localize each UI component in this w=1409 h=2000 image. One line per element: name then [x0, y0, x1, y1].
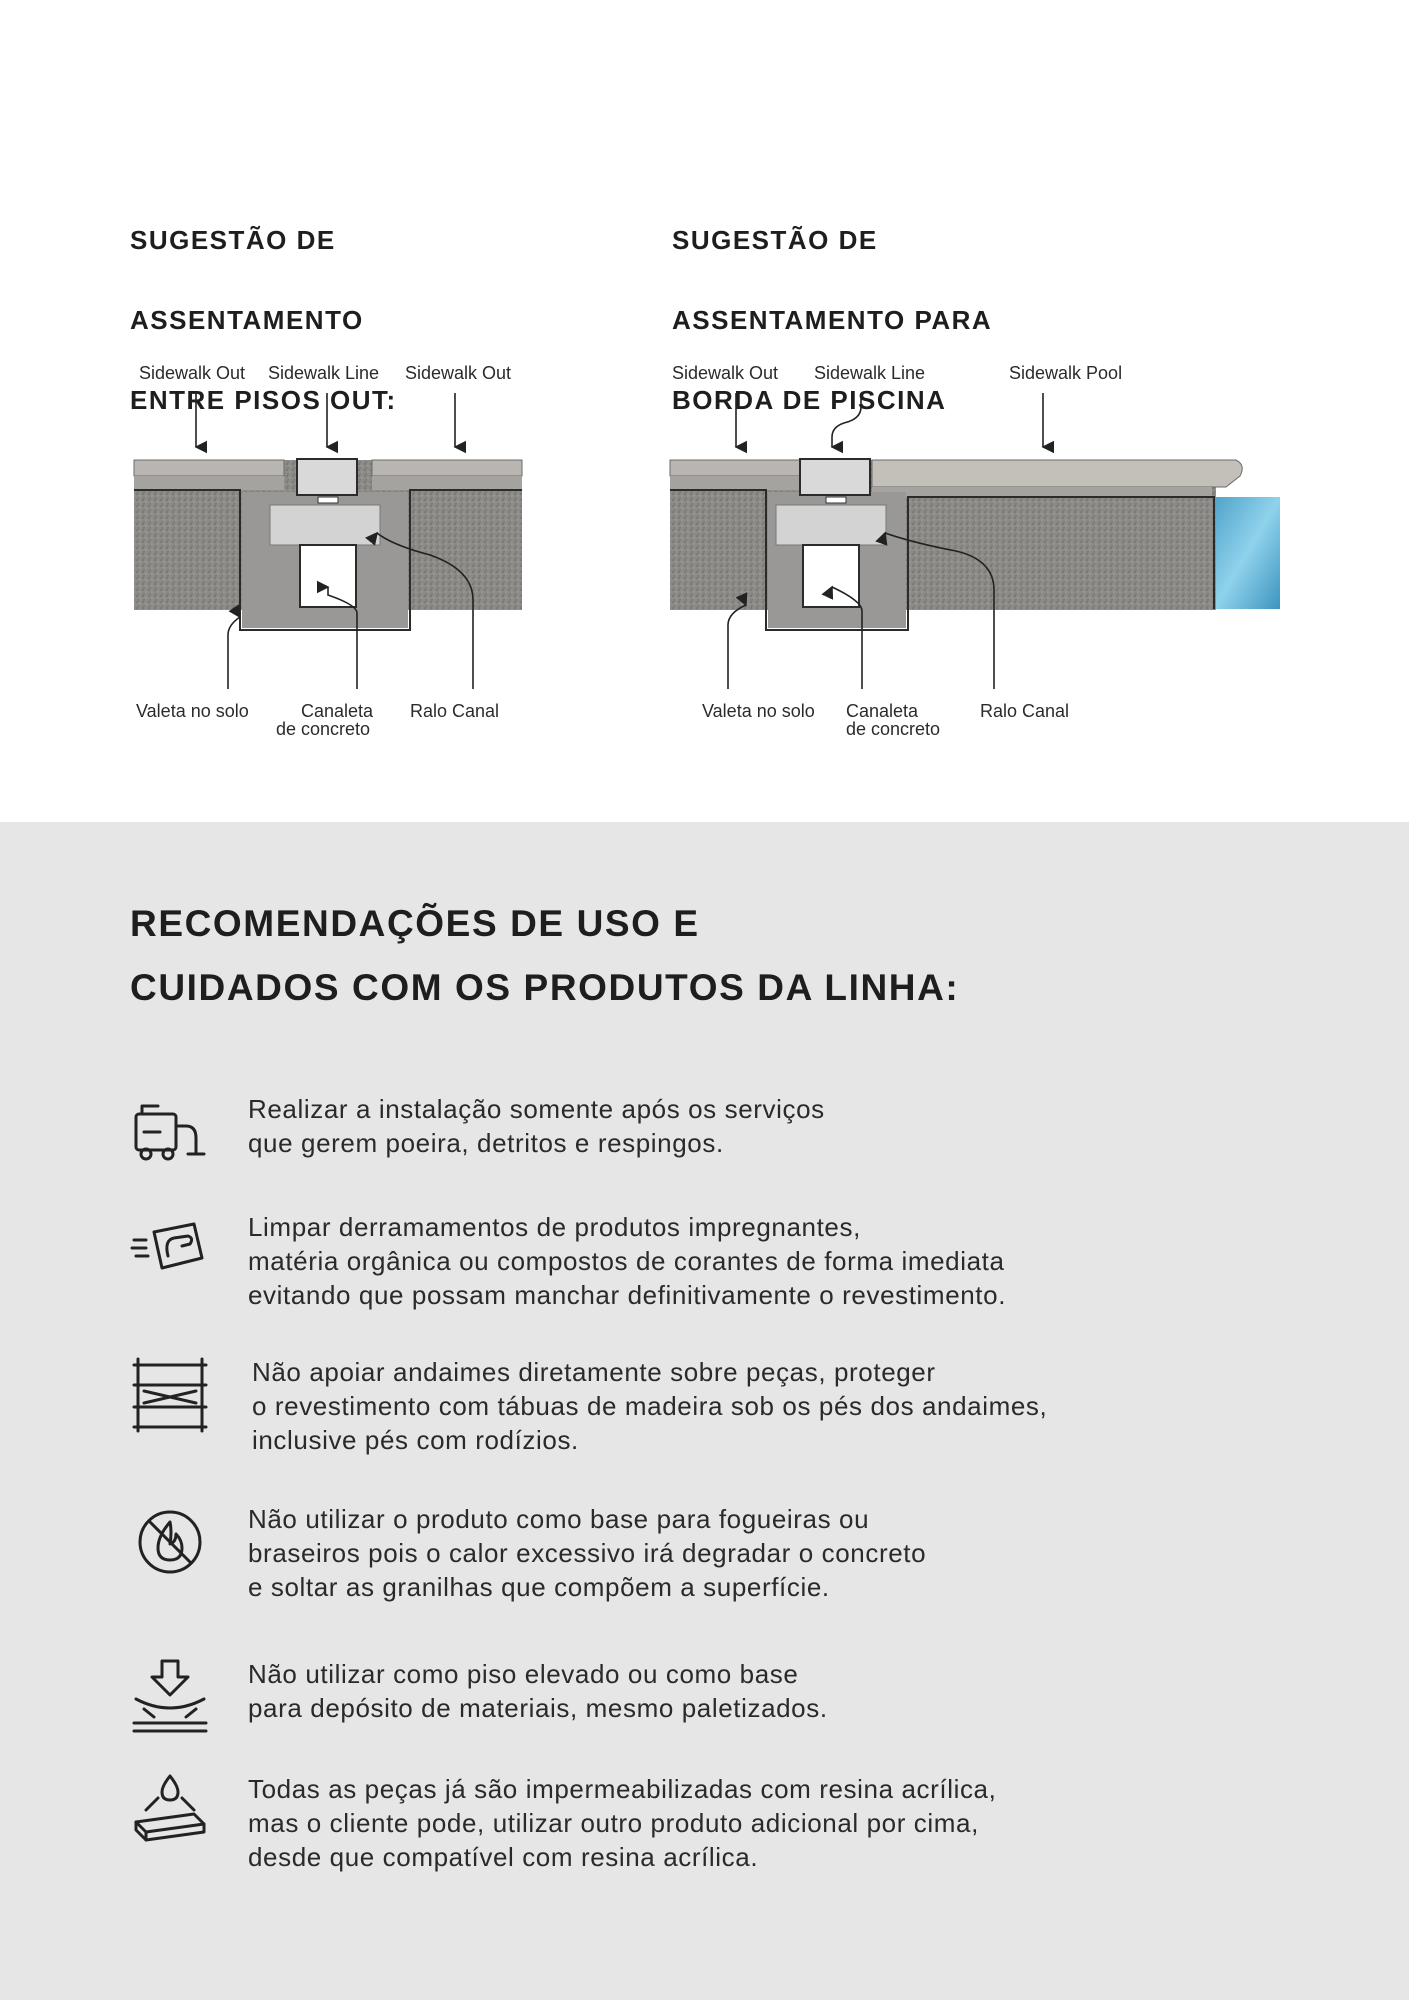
text-line: Não utilizar como piso elevado ou como base	[248, 1659, 799, 1689]
label-sidewalk-line: Sidewalk Line	[814, 363, 926, 383]
recommendation-item	[130, 1772, 1280, 1882]
recommendation-text	[248, 1210, 1006, 1312]
title-line: SUGESTÃO DE	[672, 225, 878, 255]
text-line: Realizar a instalação somente após os serviços	[248, 1094, 825, 1124]
label-sidewalk-pool: Sidewalk Pool	[1009, 363, 1123, 383]
drain-body	[776, 505, 886, 545]
paver-left	[134, 460, 284, 476]
label-canaleta-1: Canaleta	[846, 701, 919, 721]
title-line: ENTRE PISOS OUT:	[130, 385, 397, 415]
text-line: braseiros pois o calor excessivo irá degradar o concreto	[248, 1538, 927, 1568]
drain-channel	[300, 545, 356, 607]
text-line: o revestimento com tábuas de madeira sob os pés dos andaimes,	[252, 1391, 1048, 1421]
recommendation-text	[248, 1657, 828, 1725]
text-line: Limpar derramamentos de produtos impregnantes,	[248, 1212, 861, 1242]
recommendation-text	[248, 1502, 926, 1604]
recommendations-title	[130, 892, 959, 1020]
recommendation-item	[130, 1502, 1280, 1612]
pool-water	[1214, 497, 1280, 609]
title-line: ASSENTAMENTO	[130, 305, 364, 335]
text-line: Não apoiar andaimes diretamente sobre peças, proteger	[252, 1357, 936, 1387]
paver-left	[670, 460, 800, 476]
diagrams-section	[0, 0, 1409, 822]
pool-coping-paver	[872, 460, 1242, 487]
label-ralo: Ralo Canal	[980, 701, 1070, 721]
recommendation-item	[130, 1355, 1280, 1465]
text-line: e soltar as granilhas que compõem a superfície.	[248, 1572, 830, 1602]
mortar-layer	[134, 476, 284, 490]
text-line: evitando que possam manchar definitivamente o revestimento.	[248, 1280, 1007, 1310]
title-line: BORDA DE PISCINA	[672, 385, 947, 415]
label-sidewalk-out-2: Sidewalk Out	[405, 363, 512, 383]
label-valeta: Valeta no solo	[136, 701, 249, 721]
text-line: Todas as peças já são impermeabilizadas com resina acrílica,	[248, 1774, 997, 1804]
scaffold-icon	[130, 1355, 210, 1435]
text-line: que gerem poeira, detritos e respingos.	[248, 1128, 724, 1158]
recommendation-text	[248, 1772, 996, 1874]
label-sidewalk-out: Sidewalk Out	[672, 363, 779, 383]
recommendation-item	[130, 1092, 1280, 1202]
text-line: Não utilizar o produto como base para fogueiras ou	[248, 1504, 870, 1534]
drain-slot	[318, 497, 338, 503]
paver-right	[372, 460, 522, 476]
right-section-diagram	[666, 355, 1286, 745]
drain-body	[270, 505, 380, 545]
drain-grate	[297, 459, 357, 495]
label-valeta: Valeta no solo	[702, 701, 815, 721]
text-line: para depósito de materiais, mesmo paletizados.	[248, 1693, 828, 1723]
text-line: desde que compatível com resina acrílica.	[248, 1842, 759, 1872]
no-fire-icon	[130, 1502, 210, 1582]
label-canaleta-2: de concreto	[846, 719, 941, 739]
recommendation-item	[130, 1657, 1280, 1767]
drain-grate	[800, 459, 870, 495]
title-line: CUIDADOS COM OS PRODUTOS DA LINHA:	[130, 967, 960, 1008]
load-pressure-icon	[130, 1657, 210, 1737]
label-sidewalk-line: Sidewalk Line	[268, 363, 380, 383]
drain-slot	[826, 497, 846, 503]
mortar-layer	[372, 476, 522, 490]
waterproof-resin-icon	[130, 1772, 210, 1852]
label-ralo: Ralo Canal	[410, 701, 500, 721]
recommendation-text	[248, 1092, 825, 1160]
recommendation-text	[252, 1355, 1047, 1457]
mortar-layer	[670, 476, 800, 490]
label-canaleta-2: de concreto	[276, 719, 371, 739]
label-sidewalk-out-1: Sidewalk Out	[139, 363, 246, 383]
title-line: ASSENTAMENTO PARA	[672, 305, 993, 335]
text-line: mas o cliente pode, utilizar outro produto adicional por cima,	[248, 1808, 979, 1838]
wiping-hand-icon	[130, 1210, 210, 1290]
title-line: SUGESTÃO DE	[130, 225, 336, 255]
recommendation-item	[130, 1210, 1280, 1320]
recommendations-section	[0, 822, 1409, 2000]
text-line: matéria orgânica ou compostos de corantes de forma imediata	[248, 1246, 1005, 1276]
text-line: inclusive pés com rodízios.	[252, 1425, 579, 1455]
mortar-layer	[872, 487, 1212, 497]
left-section-diagram	[130, 355, 530, 745]
label-canaleta-1: Canaleta	[301, 701, 374, 721]
cleaning-machine-icon	[130, 1092, 210, 1172]
title-line: RECOMENDAÇÕES DE USO E	[130, 903, 700, 944]
